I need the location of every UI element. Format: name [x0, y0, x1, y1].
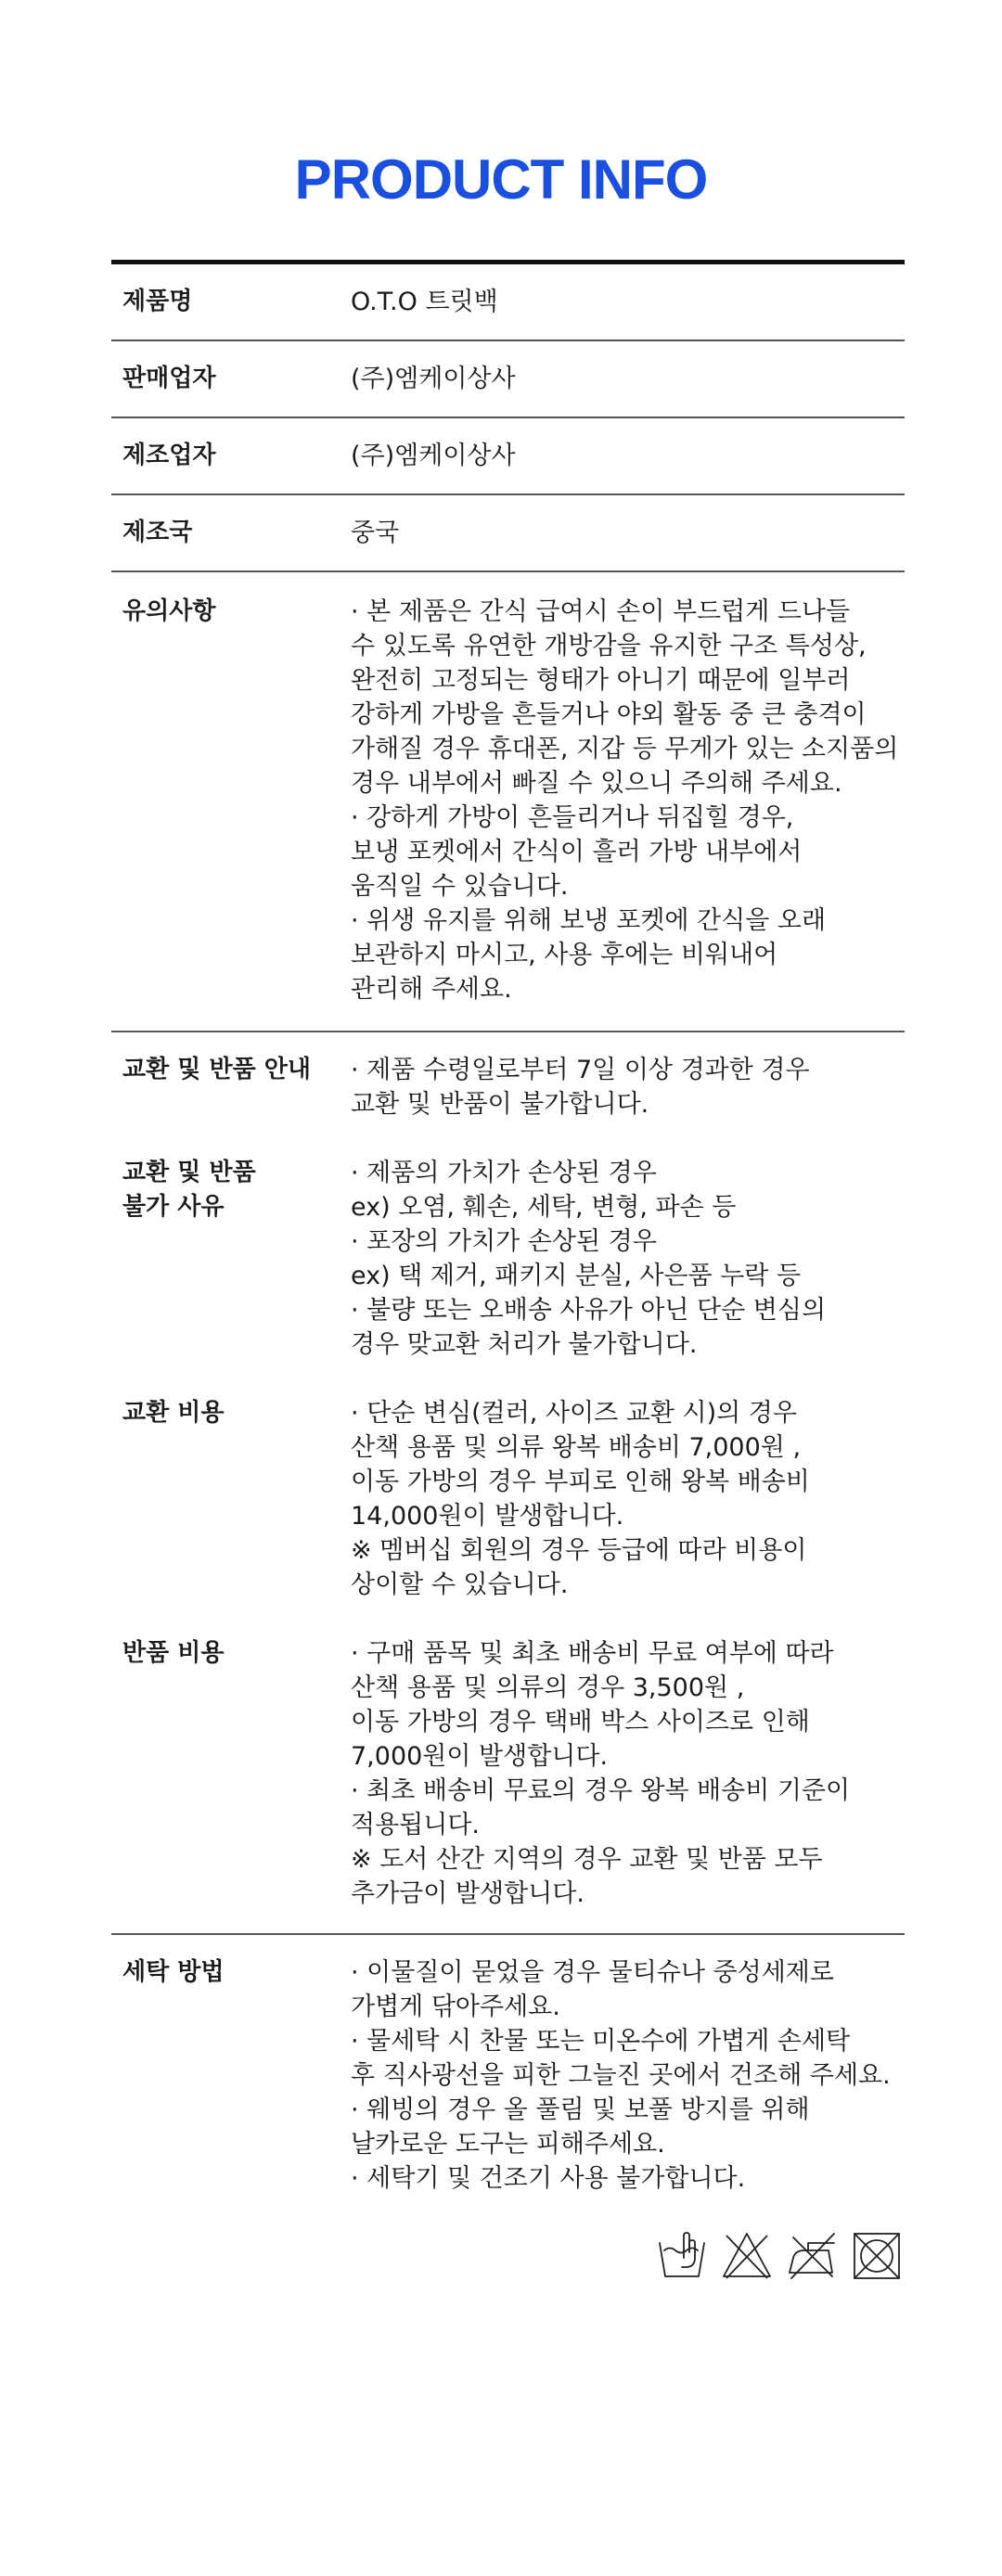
- row-seller: [111, 341, 905, 418]
- row-product-name: [111, 264, 905, 341]
- row-label: 제품명: [122, 288, 193, 315]
- row-value: O.T.O 트릿백: [351, 288, 498, 316]
- no-tumble-dry-icon: [851, 2230, 903, 2282]
- washing-section: [111, 1935, 905, 2304]
- row-value: · 제품의 가치가 손상된 경우 ex) 오염, 훼손, 세탁, 변형, 파손 등 · 포장의 가치가 손상된 경우 ex) 택 제거, 패키지 분실, 사은품 누락 등 · 불량 또는 오배송 사유가 아닌 단순 변심의 경우 맞교환 처리가 불가합니다.: [351, 1159, 827, 1359]
- row-label: 세탁 방법: [122, 1958, 225, 1986]
- row-value: · 이물질이 묻었을 경우 물티슈나 중성세제로 가볍게 닦아주세요. · 물세탁 시 찬물 또는 미온수에 가볍게 손세탁 후 직사광선을 피한 그늘진 곳에서 건조해 주세요. · 웨빙의 경우 올 풀림 및 보풀 방지를 위해 날카로운 도구는 피해주세요. · 세탁기 및 건조기 사용 불가합니다.: [351, 1958, 891, 2193]
- row-value: (주)엠케이상사: [351, 365, 516, 393]
- exchange-guide: [111, 1053, 905, 1121]
- no-iron-icon: [786, 2230, 838, 2282]
- washing-method: [111, 1955, 905, 2196]
- row-caution: [111, 572, 905, 1032]
- row-value: · 구매 품목 및 최초 배송비 무료 여부에 따라 산책 용품 및 의류의 경우 3,500원 , 이동 가방의 경우 택배 박스 사이즈로 인해 7,000원이 발생합니다. · 최초 배송비 무료의 경우 왕복 배송비 기준이 적용됩니다. ※ 도서 산간 지역의 경우 교환 및 반품 모두 추가금이 발생합니다.: [351, 1639, 851, 1908]
- row-value: · 제품 수령일로부터 7일 이상 경과한 경우 교환 및 반품이 불가합니다.: [351, 1056, 810, 1119]
- return-cost: [111, 1636, 905, 1911]
- row-label: 교환 및 반품 안내: [122, 1056, 311, 1083]
- hand-wash-icon: [656, 2230, 708, 2282]
- care-icons: [111, 2230, 905, 2282]
- row-label: 반품 비용: [122, 1639, 225, 1667]
- row-label: 교환 및 반품 불가 사유: [122, 1159, 256, 1221]
- row-label: 유의사항: [122, 597, 216, 625]
- row-value: · 단순 변심(컬러, 사이즈 교환 시)의 경우 산책 용품 및 의류 왕복 배송비 7,000원 , 이동 가방의 경우 부피로 인해 왕복 배송비 14,000원이 발생합니다. ※ 멤버십 회원의 경우 등급에 따라 비용이 상이할 수 있습니다.: [351, 1399, 810, 1599]
- row-value: (주)엠케이상사: [351, 442, 516, 470]
- row-value: 중국: [351, 519, 400, 547]
- row-label: 제조국: [122, 519, 193, 546]
- product-info-table: [111, 260, 905, 2304]
- row-label: 교환 비용: [122, 1399, 225, 1427]
- exchange-not-allowed: [111, 1156, 905, 1362]
- exchange-cost: [111, 1396, 905, 1602]
- row-label: 제조업자: [122, 442, 216, 469]
- exchange-return-section: [111, 1032, 905, 1935]
- page-title: PRODUCT INFO: [294, 148, 708, 211]
- row-manufacturer: [111, 418, 905, 495]
- row-label: 판매업자: [122, 365, 216, 392]
- row-origin: [111, 495, 905, 572]
- row-value: · 본 제품은 간식 급여시 손이 부드럽게 드나들 수 있도록 유연한 개방감을 유지한 구조 특성상, 완전히 고정되는 형태가 아니기 때문에 일부러 강하게 가방을 흔들거나 야외 활동 중 큰 충격이 가해질 경우 휴대폰, 지갑 등 무게가 있는 소지품의 경우 내부에서 빠질 수 있으니 주의해 주세요. · 강하게 가방이 흔들리거나 뒤집힐 경우, 보냉 포켓에서 간식이 흘러 가방 내부에서 움직일 수 있습니다. · 위생 유지를 위해 보냉 포켓에 간식을 오래 보관하지 마시고, 사용 후에는 비워내어 관리해 주세요.: [351, 597, 899, 1004]
- no-bleach-icon: [721, 2230, 773, 2282]
